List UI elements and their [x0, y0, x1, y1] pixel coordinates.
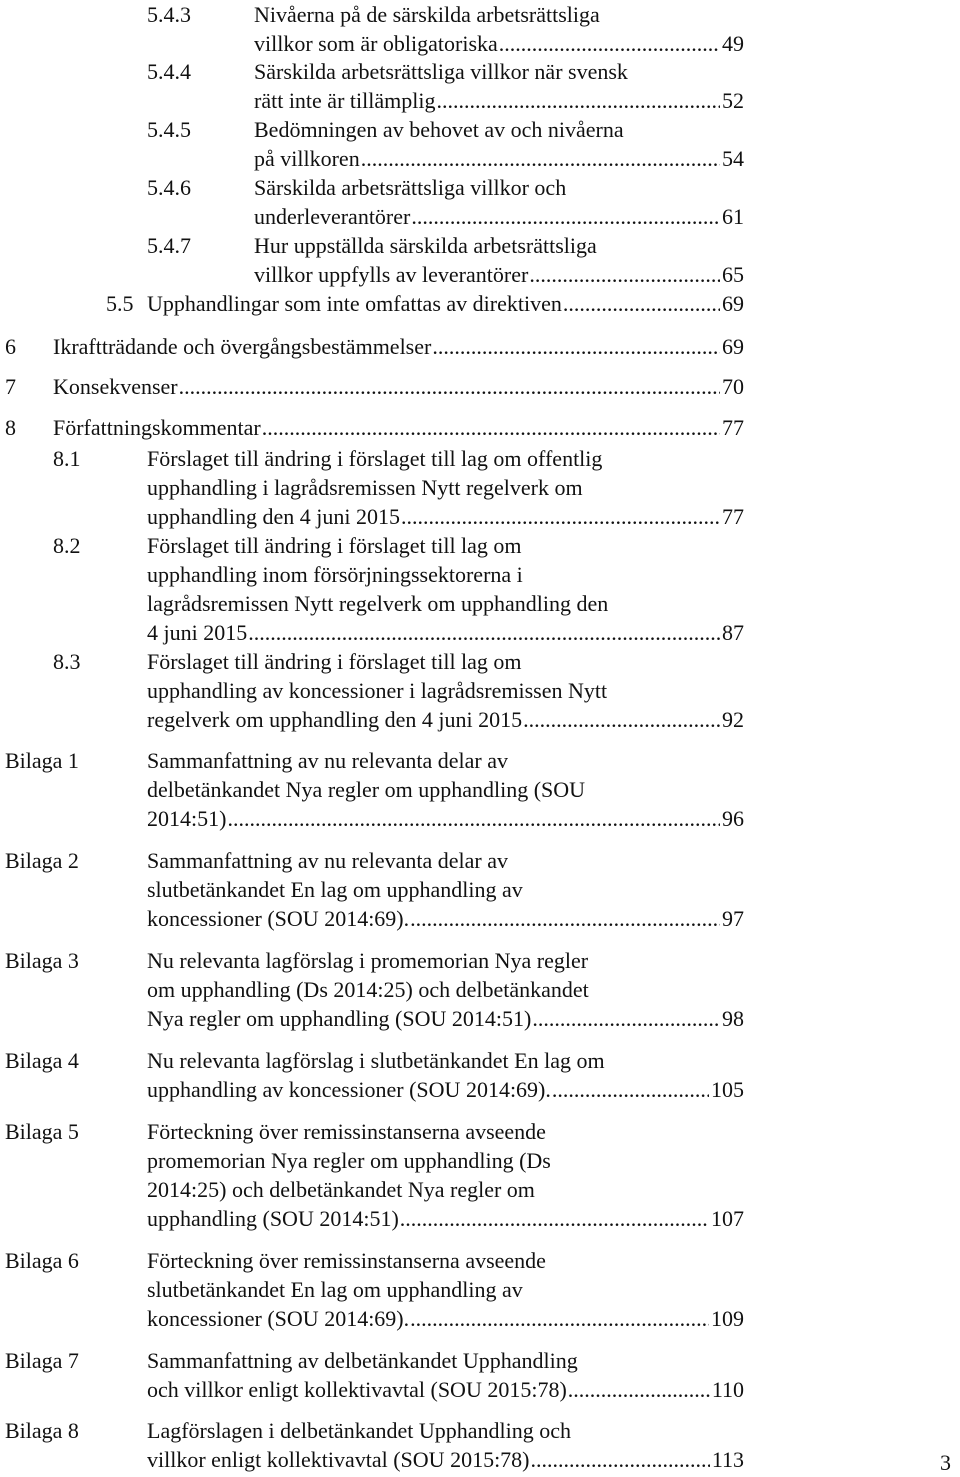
- toc-title-line: Nu relevanta lagförslag i promemorian Nya regler: [147, 948, 589, 973]
- toc-title-line: 2014:51): [147, 806, 227, 831]
- toc-page-number: 96: [722, 806, 744, 831]
- toc-page-number: 113: [711, 1447, 744, 1472]
- toc-title-line: promemorian Nya regler om upphandling (Ds: [147, 1148, 551, 1173]
- toc-title-line: koncessioner (SOU 2014:69).: [147, 1306, 410, 1331]
- toc-leader-line: [147, 1375, 744, 1404]
- toc-title-line: Förteckning över remissinstanserna avseende: [147, 1119, 546, 1144]
- toc-title-line: villkor som är obligatoriska: [254, 31, 498, 56]
- toc-page-number: 110: [711, 1377, 744, 1402]
- dot-leader: [401, 502, 720, 531]
- toc-page-number: 109: [711, 1306, 744, 1331]
- toc-leader-line: [254, 260, 744, 289]
- toc-title-line: upphandling den 4 juni 2015: [147, 504, 400, 529]
- page-number: 3: [940, 1450, 951, 1475]
- toc-title-line: slutbetänkandet En lag om upphandling av: [147, 877, 523, 902]
- dot-leader: [432, 332, 720, 361]
- toc-title-line: 4 juni 2015: [147, 620, 248, 645]
- dot-leader: [400, 1204, 709, 1233]
- toc-title-line: upphandling i lagrådsremissen Nytt regelverk om: [147, 475, 583, 500]
- toc-title-line: Förslaget till ändring i förslaget till lag om offentlig: [147, 446, 603, 471]
- dot-leader: [532, 1004, 720, 1033]
- toc-leader-line: [147, 804, 744, 833]
- toc-title-line: upphandling inom försörjningssektorerna i: [147, 562, 523, 587]
- toc-title-line: delbetänkandet Nya regler om upphandling (SOU: [147, 777, 586, 802]
- toc-number: 8.2: [53, 533, 81, 558]
- toc-title-line: Författningskommentar: [53, 415, 261, 440]
- toc-page-number: 92: [722, 707, 744, 732]
- bilaga-label: Bilaga 1: [5, 748, 79, 773]
- toc-number: 8.1: [53, 446, 81, 471]
- dot-leader: [179, 372, 720, 401]
- toc-title-line: underleverantörer: [254, 204, 411, 229]
- toc-title-line: regelverk om upphandling den 4 juni 2015: [147, 707, 523, 732]
- toc-page-number: 52: [722, 88, 744, 113]
- toc-leader-line: [254, 202, 744, 231]
- toc-title-line: 2014:25) och delbetänkandet Nya regler om: [147, 1177, 535, 1202]
- toc-number: 5.4.7: [147, 233, 191, 258]
- dot-leader: [552, 1075, 709, 1104]
- dot-leader: [248, 618, 720, 647]
- toc-title-line: Förteckning över remissinstanserna avseende: [147, 1248, 546, 1273]
- toc-page-number: 97: [722, 906, 744, 931]
- toc-title-line: Konsekvenser: [53, 374, 178, 399]
- toc-title-line: Nya regler om upphandling (SOU 2014:51): [147, 1006, 532, 1031]
- toc-title-line: rätt inte är tillämplig: [254, 88, 436, 113]
- toc-leader-line: [254, 29, 744, 58]
- dot-leader: [262, 413, 720, 442]
- toc-page-number: 105: [711, 1077, 744, 1102]
- dot-leader: [411, 202, 720, 231]
- dot-leader: [568, 1375, 710, 1404]
- toc-number: 8: [5, 415, 16, 440]
- toc-title-line: Sammanfattning av delbetänkandet Upphandling: [147, 1348, 578, 1373]
- toc-title-line: Ikraftträdande och övergångsbestämmelser: [53, 334, 432, 359]
- dot-leader: [410, 904, 720, 933]
- toc-page-number: 54: [722, 146, 744, 171]
- bilaga-label: Bilaga 2: [5, 848, 79, 873]
- toc-page-number: 70: [722, 374, 744, 399]
- toc-leader-line: [147, 705, 744, 734]
- dot-leader: [410, 1304, 709, 1333]
- toc-leader-line: [147, 1445, 744, 1474]
- toc-title-line: Förslaget till ändring i förslaget till lag om: [147, 533, 522, 558]
- toc-title-line: slutbetänkandet En lag om upphandling av: [147, 1277, 523, 1302]
- toc-title-line: upphandling (SOU 2014:51): [147, 1206, 399, 1231]
- dot-leader: [499, 29, 720, 58]
- toc-title-line: Förslaget till ändring i förslaget till lag om: [147, 649, 522, 674]
- toc-title-line: villkor enligt kollektivavtal (SOU 2015:78): [147, 1447, 530, 1472]
- bilaga-label: Bilaga 7: [5, 1348, 79, 1373]
- toc-page-number: 69: [722, 334, 744, 359]
- toc-title-line: Upphandlingar som inte omfattas av direktiven: [147, 291, 562, 316]
- bilaga-label: Bilaga 3: [5, 948, 79, 973]
- toc-title-line: Nu relevanta lagförslag i slutbetänkandet En lag om: [147, 1048, 605, 1073]
- toc-leader-line: [147, 289, 744, 318]
- dot-leader: [436, 86, 720, 115]
- toc-title-line: upphandling av koncessioner (SOU 2014:69).: [147, 1077, 551, 1102]
- toc-page-number: 87: [722, 620, 744, 645]
- toc-number: 6: [5, 334, 16, 359]
- toc-title-line: Bedömningen av behovet av och nivåerna: [254, 117, 624, 142]
- toc-title-line: på villkoren: [254, 146, 360, 171]
- toc-title-line: Särskilda arbetsrättsliga villkor och: [254, 175, 567, 200]
- toc-title-line: Lagförslagen i delbetänkandet Upphandling och: [147, 1418, 571, 1443]
- toc-leader-line: [254, 144, 744, 173]
- bilaga-label: Bilaga 5: [5, 1119, 79, 1144]
- toc-leader-line: [147, 502, 744, 531]
- toc-leader-line: [147, 1004, 744, 1033]
- toc-leader-line: [53, 332, 744, 361]
- toc-title-line: och villkor enligt kollektivavtal (SOU 2015:78): [147, 1377, 567, 1402]
- toc-title-line: Särskilda arbetsrättsliga villkor när svensk: [254, 59, 628, 84]
- toc-leader-line: [147, 1204, 744, 1233]
- bilaga-label: Bilaga 4: [5, 1048, 79, 1073]
- toc-leader-line: [147, 904, 744, 933]
- toc-number: 5.4.6: [147, 175, 191, 200]
- toc-leader-line: [147, 618, 744, 647]
- toc-title-line: koncessioner (SOU 2014:69).: [147, 906, 410, 931]
- dot-leader: [523, 705, 720, 734]
- dot-leader: [227, 804, 720, 833]
- toc-number: 5.4.5: [147, 117, 191, 142]
- dot-leader: [361, 144, 720, 173]
- toc-leader-line: [53, 413, 744, 442]
- toc-title-line: om upphandling (Ds 2014:25) och delbetänkandet: [147, 977, 589, 1002]
- toc-page-number: 77: [722, 504, 744, 529]
- toc-number: 8.3: [53, 649, 81, 674]
- toc-page-number: 77: [722, 415, 744, 440]
- toc-title-line: Sammanfattning av nu relevanta delar av: [147, 848, 509, 873]
- dot-leader: [563, 289, 720, 318]
- toc-page-number: 61: [722, 204, 744, 229]
- toc-number: 7: [5, 374, 16, 399]
- toc-page-number: 98: [722, 1006, 744, 1031]
- toc-title-line: villkor uppfylls av leverantörer: [254, 262, 529, 287]
- toc-number: 5.4.3: [147, 2, 191, 27]
- toc-leader-line: [53, 372, 744, 401]
- toc-leader-line: [147, 1075, 744, 1104]
- toc-leader-line: [254, 86, 744, 115]
- toc-number: 5.4.4: [147, 59, 191, 84]
- toc-page-number: 107: [711, 1206, 744, 1231]
- toc-page-number: 65: [722, 262, 744, 287]
- toc-title-line: lagrådsremissen Nytt regelverk om upphandling den: [147, 591, 609, 616]
- dot-leader: [529, 260, 720, 289]
- toc-title-line: upphandling av koncessioner i lagrådsremissen Nytt: [147, 678, 608, 703]
- toc-page-number: 69: [722, 291, 744, 316]
- toc-number: 5.5: [106, 291, 134, 316]
- toc-page-number: 49: [722, 31, 744, 56]
- toc-title-line: Sammanfattning av nu relevanta delar av: [147, 748, 509, 773]
- bilaga-label: Bilaga 8: [5, 1418, 79, 1443]
- toc-leader-line: [147, 1304, 744, 1333]
- toc-title-line: Nivåerna på de särskilda arbetsrättsliga: [254, 2, 600, 27]
- toc-title-line: Hur uppställda särskilda arbetsrättsliga: [254, 233, 597, 258]
- dot-leader: [531, 1445, 710, 1474]
- bilaga-label: Bilaga 6: [5, 1248, 79, 1273]
